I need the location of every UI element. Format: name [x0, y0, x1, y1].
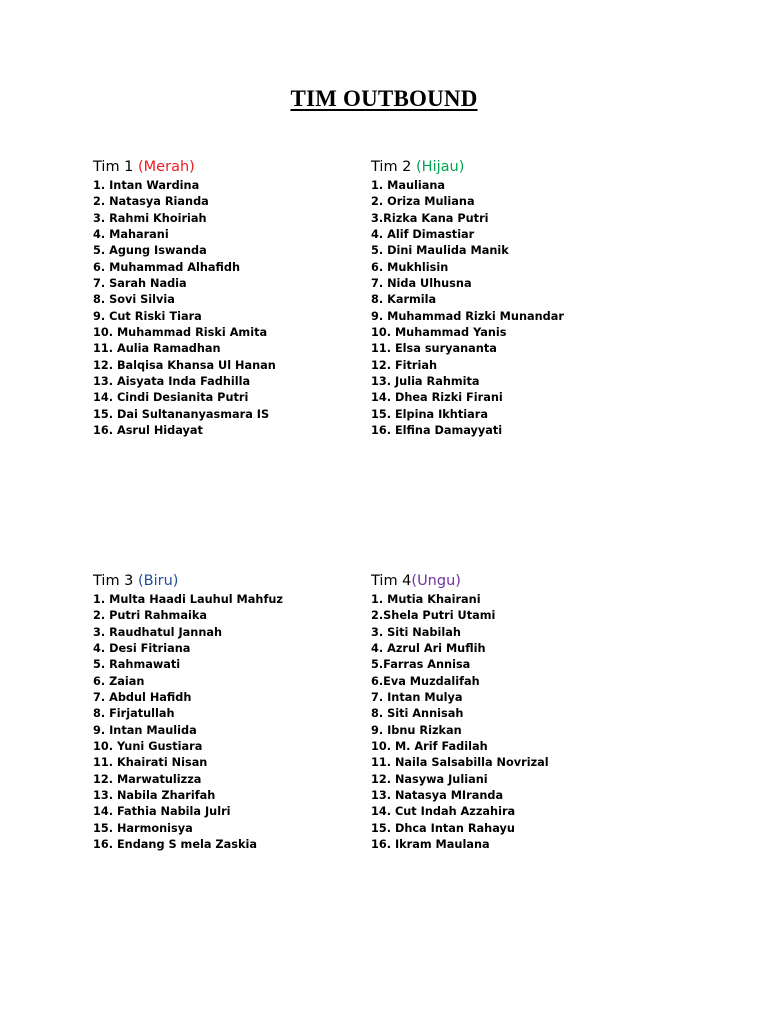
list-item: 1. Mauliana: [371, 179, 446, 192]
list-item: 16. Endang S mela Zaskia: [93, 838, 257, 852]
list-item: 14. Fathia Nabila Julri: [93, 805, 231, 819]
list-item: 5.Farras Annisa: [371, 658, 471, 672]
list-item: 4. Desi Fitriana: [93, 642, 191, 656]
team-1-name: Tim 1: [93, 159, 139, 175]
list-item: 9. Cut Riski Tiara: [93, 309, 202, 323]
list-item: 9. Ibnu Rizkan: [371, 723, 462, 737]
list-item: 4. Azrul Ari Muflih: [371, 642, 486, 656]
list-item: 8. Firjatullah: [93, 707, 175, 721]
list-item: 13. Julia Rahmita: [371, 375, 480, 389]
list-item: 8. Karmila: [371, 293, 437, 307]
list-item: 8. Sovi Silvia: [93, 293, 175, 307]
list-item: 16. Elfina Damayyati: [371, 424, 503, 438]
list-item: 7. Nida Ulhusna: [371, 277, 472, 291]
list-item: 1. Mutia Khairani: [371, 593, 481, 606]
list-item: 11. Naila Salsabilla Novrizal: [371, 756, 549, 770]
team-2-section: [371, 156, 671, 440]
team-3-section: [93, 570, 393, 854]
list-item: 6.Eva Muzdalifah: [371, 674, 480, 688]
list-item: 9. Intan Maulida: [93, 723, 197, 737]
list-item: 5. Agung Iswanda: [93, 244, 207, 258]
team-1-heading: [93, 156, 393, 178]
team-1-section: [93, 156, 393, 440]
list-item: 12. Balqisa Khansa Ul Hanan: [93, 358, 276, 372]
list-item: 15. Dai Sultananyasmara IS: [93, 407, 270, 421]
list-item: 5. Rahmawati: [93, 658, 181, 672]
list-item: 1. Multa Haadi Lauhul Mahfuz: [93, 593, 283, 606]
team-4-section: [371, 570, 671, 854]
list-item: 2. Oriza Muliana: [371, 195, 475, 209]
list-item: 3. Siti Nabilah: [371, 625, 461, 639]
list-item: 16. Asrul Hidayat: [93, 424, 203, 438]
list-item: 10. Muhammad Riski Amita: [93, 326, 268, 340]
list-item: 3. Raudhatul Jannah: [93, 625, 223, 639]
list-item: 7. Abdul Hafidh: [93, 691, 192, 705]
list-item: 12. Fitriah: [371, 358, 438, 372]
list-item: 10. Muhammad Yanis: [371, 326, 507, 340]
list-item: 15. Harmonisya: [93, 821, 193, 835]
team-3-name: Tim 3: [93, 573, 139, 589]
list-item: 3.Rizka Kana Putri: [371, 211, 489, 225]
team-4-name: Tim 4: [371, 573, 412, 589]
list-item: 12. Nasywa Juliani: [371, 772, 488, 786]
list-item: 15. Elpina Ikhtiara: [371, 407, 488, 421]
team-2-member-list: [371, 178, 671, 440]
list-item: 11. Khairati Nisan: [93, 756, 208, 770]
list-item: 4. Alif Dimastiar: [371, 228, 475, 242]
team-3-member-list: [93, 592, 393, 854]
team-2-color-label: (Hijau): [416, 159, 465, 175]
team-2-heading: [371, 156, 671, 178]
team-3-heading: [93, 570, 393, 592]
list-item: 6. Muhammad Alhafidh: [93, 260, 241, 274]
list-item: 2.Shela Putri Utami: [371, 609, 496, 623]
list-item: 14. Cindi Desianita Putri: [93, 391, 249, 405]
list-item: 14. Dhea Rizki Firani: [371, 391, 503, 405]
list-item: 7. Intan Mulya: [371, 691, 463, 705]
list-item: 9. Muhammad Rizki Munandar: [371, 309, 564, 323]
list-item: 1. Intan Wardina: [93, 179, 200, 192]
list-item: 2. Natasya Rianda: [93, 195, 209, 209]
team-1-member-list: [93, 178, 393, 440]
list-item: 13. Nabila Zharifah: [93, 789, 216, 803]
list-item: 4. Maharani: [93, 228, 169, 242]
list-item: 14. Cut Indah Azzahira: [371, 805, 516, 819]
list-item: 13. Natasya MIranda: [371, 789, 504, 803]
list-item: 12. Marwatulizza: [93, 772, 202, 786]
team-4-heading: [371, 570, 671, 592]
list-item: 16. Ikram Maulana: [371, 838, 490, 852]
list-item: 11. Elsa suryananta: [371, 342, 497, 356]
list-item: 3. Rahmi Khoiriah: [93, 211, 207, 225]
list-item: 6. Mukhlisin: [371, 260, 449, 274]
list-item: 11. Aulia Ramadhan: [93, 342, 221, 356]
list-item: 7. Sarah Nadia: [93, 277, 187, 291]
team-3-color-label: (Biru): [138, 573, 179, 589]
list-item: 5. Dini Maulida Manik: [371, 244, 509, 258]
list-item: 6. Zaian: [93, 674, 145, 688]
list-item: 10. M. Arif Fadilah: [371, 740, 488, 754]
team-4-color-label: (Ungu): [411, 573, 461, 589]
team-4-member-list: [371, 592, 671, 854]
list-item: 13. Aisyata Inda Fadhilla: [93, 375, 251, 389]
list-item: 2. Putri Rahmaika: [93, 609, 207, 623]
list-item: 10. Yuni Gustiara: [93, 740, 203, 754]
team-1-color-label: (Merah): [138, 159, 195, 175]
list-item: 15. Dhca Intan Rahayu: [371, 821, 515, 835]
team-2-name: Tim 2: [371, 159, 417, 175]
document-title: TIM OUTBOUND: [290, 86, 478, 111]
list-item: 8. Siti Annisah: [371, 707, 464, 721]
